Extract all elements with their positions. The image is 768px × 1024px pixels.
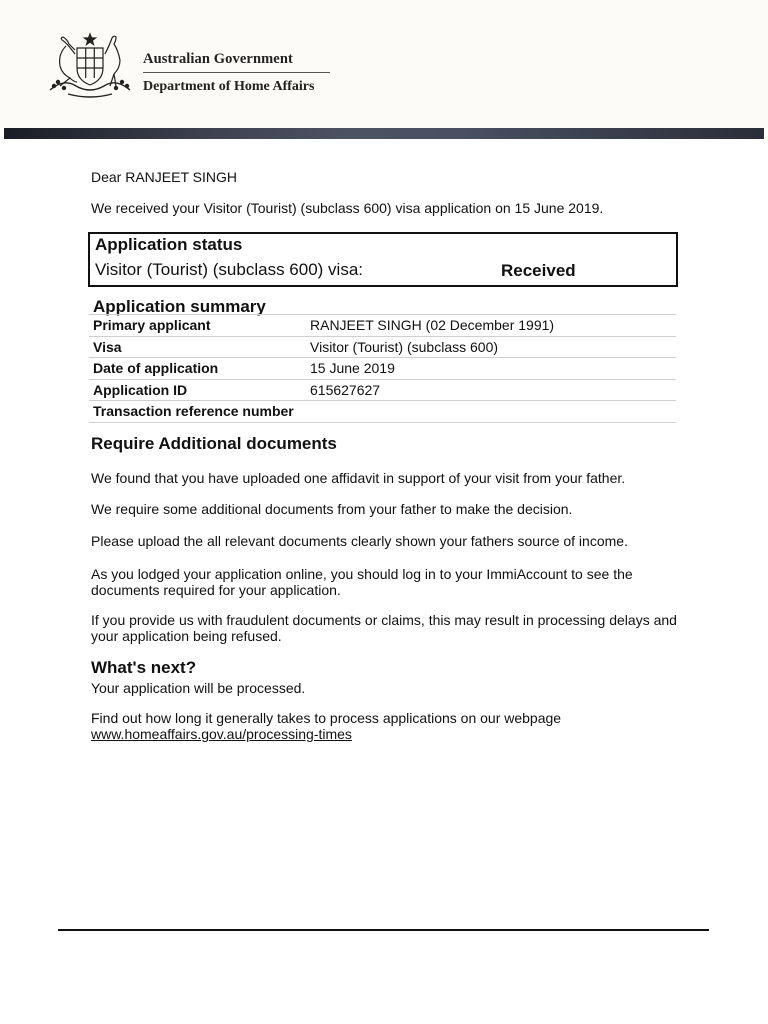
paragraph-find-out xyxy=(91,710,681,742)
status-value: Received xyxy=(501,261,576,280)
paragraph-upload: Please upload the all relevant documents clearly shown your fathers source of income. xyxy=(91,533,628,549)
processing-times-link[interactable]: www.homeaffairs.gov.au/processing-times xyxy=(91,726,352,742)
whats-next-title: What's next? xyxy=(91,658,197,677)
additional-documents-title: Require Additional documents xyxy=(91,434,337,453)
paragraph-affidavit: We found that you have uploaded one affidavit in support of your visit from your father. xyxy=(91,470,626,486)
status-title: Application status xyxy=(95,235,243,254)
paragraph-fraud-warning: If you provide us with fraudulent documents or claims, this may result in processing delays and your application being refused. xyxy=(91,612,677,644)
footer-divider xyxy=(58,929,709,931)
row-value: 615627627 xyxy=(306,379,676,401)
row-label: Date of application xyxy=(89,358,306,380)
status-visa-label: Visitor (Tourist) (subclass 600) visa: xyxy=(95,260,363,279)
row-label: Transaction reference number xyxy=(89,401,306,423)
coat-of-arms-icon xyxy=(44,32,136,102)
paragraph-require: We require some additional documents from your father to make the decision. xyxy=(91,501,573,517)
row-label: Primary applicant xyxy=(89,315,306,337)
paragraph-processed: Your application will be processed. xyxy=(91,680,306,696)
paragraph-immiaccount: As you lodged your application online, you should log in to your ImmiAccount to see the documents required for your application. xyxy=(91,566,633,598)
header-band xyxy=(4,128,764,139)
application-status-box xyxy=(88,232,678,287)
find-out-text: Find out how long it generally takes to process applications on our webpage xyxy=(91,710,562,726)
table-row xyxy=(89,401,676,423)
summary-title: Application summary xyxy=(93,297,266,316)
header-divider xyxy=(143,72,330,73)
table-row xyxy=(89,379,676,401)
department-name: Department of Home Affairs xyxy=(143,79,315,94)
row-value: Visitor (Tourist) (subclass 600) xyxy=(306,336,676,358)
greeting: Dear RANJEET SINGH xyxy=(91,169,237,185)
row-value xyxy=(306,401,676,423)
row-label: Application ID xyxy=(89,379,306,401)
letterhead xyxy=(0,0,768,128)
government-name: Australian Government xyxy=(143,51,293,67)
received-line: We received your Visitor (Tourist) (subclass 600) visa application on 15 June 2019. xyxy=(91,200,604,216)
table-row xyxy=(89,358,676,380)
table-row xyxy=(89,336,676,358)
table-row xyxy=(89,315,676,337)
row-value: RANJEET SINGH (02 December 1991) xyxy=(306,315,676,337)
summary-table xyxy=(89,314,676,423)
row-value: 15 June 2019 xyxy=(306,358,676,380)
row-label: Visa xyxy=(89,336,306,358)
